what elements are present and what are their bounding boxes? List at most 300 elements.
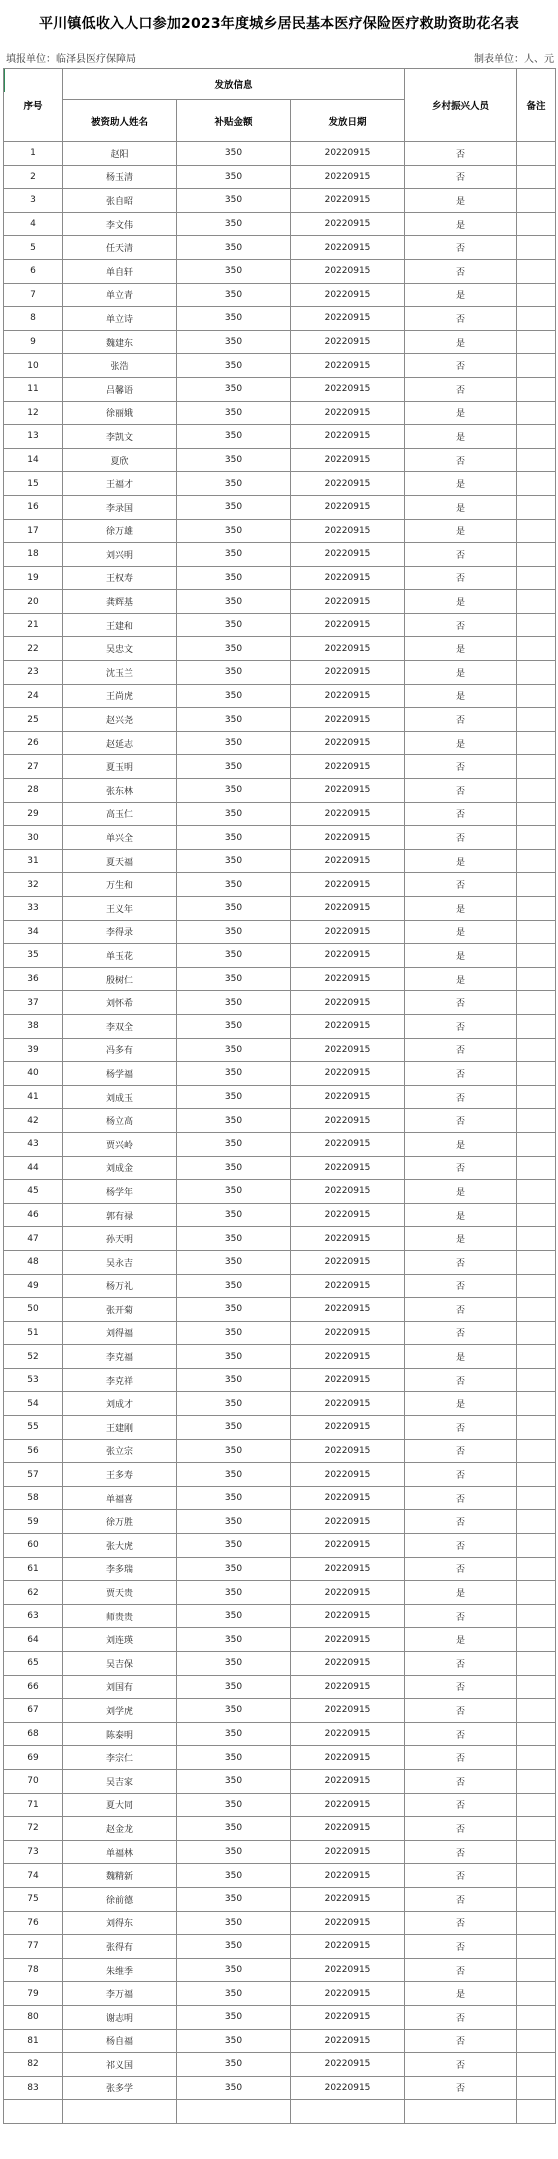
row-date: 20220915: [291, 684, 405, 708]
row-seq: 59: [4, 1510, 63, 1534]
table-row: [4, 944, 556, 968]
row-seq: 49: [4, 1274, 63, 1298]
table-row: [4, 377, 556, 401]
row-date: 20220915: [291, 566, 405, 590]
row-name: 张立宗: [63, 1439, 177, 1463]
reporting-unit: 填报单位：临泽县医疗保障局: [6, 54, 136, 65]
row-date: 20220915: [291, 944, 405, 968]
row-amount: 350: [177, 944, 291, 968]
row-seq: 83: [4, 2076, 63, 2100]
row-seq: 32: [4, 873, 63, 897]
row-date: 20220915: [291, 425, 405, 449]
row-seq: 2: [4, 165, 63, 189]
row-amount: 350: [177, 142, 291, 166]
unit-note: 制表单位：人、元: [474, 54, 554, 65]
row-village: 否: [405, 1510, 517, 1534]
row-date: 20220915: [291, 1958, 405, 1982]
row-seq: 20: [4, 590, 63, 614]
row-remark: [517, 1557, 556, 1581]
table-row: [4, 1887, 556, 1911]
header-group: 发放信息: [63, 69, 405, 100]
row-remark: [517, 495, 556, 519]
row-village: 是: [405, 897, 517, 921]
row-remark: [517, 637, 556, 661]
row-date: 20220915: [291, 1227, 405, 1251]
row-seq: 28: [4, 779, 63, 803]
row-amount: 350: [177, 307, 291, 331]
row-village: 否: [405, 1156, 517, 1180]
row-date: 20220915: [291, 1817, 405, 1841]
row-date: 20220915: [291, 1274, 405, 1298]
row-date: 20220915: [291, 307, 405, 331]
table-row: [4, 1675, 556, 1699]
row-amount: 350: [177, 873, 291, 897]
row-amount: 350: [177, 1935, 291, 1959]
row-village: 否: [405, 1250, 517, 1274]
row-village: 否: [405, 1534, 517, 1558]
row-remark: [517, 1038, 556, 1062]
table-row: [4, 967, 556, 991]
row-remark: [517, 1675, 556, 1699]
row-amount: 350: [177, 991, 291, 1015]
row-village: 是: [405, 944, 517, 968]
row-remark: [517, 543, 556, 567]
table-row: [4, 590, 556, 614]
row-date: 20220915: [291, 1180, 405, 1204]
row-seq: 27: [4, 755, 63, 779]
row-amount: 350: [177, 849, 291, 873]
row-remark: [517, 1534, 556, 1558]
row-remark: [517, 1864, 556, 1888]
row-name: 高玉仁: [63, 802, 177, 826]
row-amount: 350: [177, 661, 291, 685]
row-amount: 350: [177, 1132, 291, 1156]
row-date: 20220915: [291, 661, 405, 685]
row-name: 单福喜: [63, 1486, 177, 1510]
row-seq: 78: [4, 1958, 63, 1982]
row-date: 20220915: [291, 1298, 405, 1322]
row-date: 20220915: [291, 1675, 405, 1699]
row-date: 20220915: [291, 495, 405, 519]
row-seq: 12: [4, 401, 63, 425]
row-remark: [517, 1652, 556, 1676]
row-remark: [517, 2005, 556, 2029]
row-seq: 63: [4, 1604, 63, 1628]
row-date: 20220915: [291, 1887, 405, 1911]
table-row: [4, 661, 556, 685]
table-row: [4, 142, 556, 166]
row-village: 否: [405, 1958, 517, 1982]
row-village: 否: [405, 1864, 517, 1888]
row-amount: 350: [177, 1604, 291, 1628]
table-row: [4, 1345, 556, 1369]
row-name: 陈泰明: [63, 1722, 177, 1746]
row-date: 20220915: [291, 1014, 405, 1038]
row-date: 20220915: [291, 1769, 405, 1793]
row-remark: [517, 613, 556, 637]
row-amount: 350: [177, 472, 291, 496]
row-name: 吴忠文: [63, 637, 177, 661]
row-seq: 80: [4, 2005, 63, 2029]
row-amount: 350: [177, 1392, 291, 1416]
row-seq: 81: [4, 2029, 63, 2053]
row-amount: 350: [177, 1887, 291, 1911]
row-seq: 37: [4, 991, 63, 1015]
table-row: [4, 1652, 556, 1676]
row-amount: 350: [177, 1416, 291, 1440]
row-date: 20220915: [291, 2005, 405, 2029]
table-row: [4, 849, 556, 873]
row-village: 是: [405, 849, 517, 873]
row-name: 吴永吉: [63, 1250, 177, 1274]
table-row: [4, 613, 556, 637]
row-seq: 45: [4, 1180, 63, 1204]
table-row: [4, 1581, 556, 1605]
row-seq: 13: [4, 425, 63, 449]
row-date: 20220915: [291, 1699, 405, 1723]
row-remark: [517, 731, 556, 755]
row-name: 李双全: [63, 1014, 177, 1038]
row-remark: [517, 2076, 556, 2100]
table-row: [4, 1062, 556, 1086]
row-remark: [517, 1156, 556, 1180]
table-row: [4, 212, 556, 236]
row-name: 吴吉家: [63, 1769, 177, 1793]
row-name: 夏玉明: [63, 755, 177, 779]
table-row: [4, 1699, 556, 1723]
row-name: 夏天福: [63, 849, 177, 873]
row-seq: 71: [4, 1793, 63, 1817]
row-date: 20220915: [291, 1038, 405, 1062]
row-remark: [517, 307, 556, 331]
row-date: 20220915: [291, 1345, 405, 1369]
row-name: 孙天明: [63, 1227, 177, 1251]
roster-table: [3, 68, 556, 2124]
row-amount: 350: [177, 1368, 291, 1392]
row-amount: 350: [177, 519, 291, 543]
row-name: 刘得福: [63, 1321, 177, 1345]
row-name: 贾兴岭: [63, 1132, 177, 1156]
table-row: [4, 1109, 556, 1133]
row-date: 20220915: [291, 330, 405, 354]
row-name: 李宗仁: [63, 1746, 177, 1770]
row-name: 张自昭: [63, 189, 177, 213]
row-seq: 34: [4, 920, 63, 944]
row-seq: 52: [4, 1345, 63, 1369]
row-seq: 58: [4, 1486, 63, 1510]
row-name: 徐前德: [63, 1887, 177, 1911]
row-village: 否: [405, 1085, 517, 1109]
row-seq: 46: [4, 1203, 63, 1227]
row-seq: 62: [4, 1581, 63, 1605]
row-village: 是: [405, 590, 517, 614]
table-row: [4, 708, 556, 732]
row-date: 20220915: [291, 731, 405, 755]
row-remark: [517, 1746, 556, 1770]
row-seq: 41: [4, 1085, 63, 1109]
row-remark: [517, 708, 556, 732]
table-row: [4, 1392, 556, 1416]
row-name: 赵延志: [63, 731, 177, 755]
row-amount: 350: [177, 2029, 291, 2053]
row-seq: 66: [4, 1675, 63, 1699]
row-village: 否: [405, 448, 517, 472]
row-amount: 350: [177, 1510, 291, 1534]
row-village: 否: [405, 142, 517, 166]
row-name: 单自轩: [63, 259, 177, 283]
row-amount: 350: [177, 566, 291, 590]
row-amount: 350: [177, 967, 291, 991]
row-amount: 350: [177, 354, 291, 378]
row-village: 是: [405, 519, 517, 543]
row-remark: [517, 779, 556, 803]
row-date: 20220915: [291, 1982, 405, 2006]
row-seq: 47: [4, 1227, 63, 1251]
table-row: [4, 779, 556, 803]
row-amount: 350: [177, 1534, 291, 1558]
row-remark: [517, 1604, 556, 1628]
row-amount: 350: [177, 1699, 291, 1723]
row-seq: 9: [4, 330, 63, 354]
row-amount: 350: [177, 165, 291, 189]
row-name: 李多瑞: [63, 1557, 177, 1581]
row-date: 20220915: [291, 1864, 405, 1888]
table-row: [4, 755, 556, 779]
empty-cell: [177, 2100, 291, 2124]
row-date: 20220915: [291, 259, 405, 283]
table-row: [4, 897, 556, 921]
table-row: [4, 991, 556, 1015]
row-village: 否: [405, 1463, 517, 1487]
row-village: 否: [405, 259, 517, 283]
table-row: [4, 1722, 556, 1746]
row-village: 否: [405, 1038, 517, 1062]
row-amount: 350: [177, 1250, 291, 1274]
row-name: 徐万胜: [63, 1510, 177, 1534]
row-name: 吴吉保: [63, 1652, 177, 1676]
row-village: 否: [405, 1557, 517, 1581]
row-remark: [517, 259, 556, 283]
row-village: 否: [405, 377, 517, 401]
header-date: 发放日期: [291, 100, 405, 142]
row-date: 20220915: [291, 519, 405, 543]
row-village: 否: [405, 1416, 517, 1440]
row-amount: 350: [177, 2076, 291, 2100]
row-amount: 350: [177, 1793, 291, 1817]
row-seq: 15: [4, 472, 63, 496]
row-remark: [517, 1250, 556, 1274]
row-remark: [517, 236, 556, 260]
table-row: [4, 1250, 556, 1274]
row-date: 20220915: [291, 1557, 405, 1581]
row-amount: 350: [177, 1203, 291, 1227]
table-row: [4, 1840, 556, 1864]
row-seq: 51: [4, 1321, 63, 1345]
row-remark: [517, 1345, 556, 1369]
row-name: 王义年: [63, 897, 177, 921]
row-remark: [517, 1062, 556, 1086]
row-remark: [517, 566, 556, 590]
row-village: 否: [405, 755, 517, 779]
table-row: [4, 1817, 556, 1841]
row-village: 否: [405, 1840, 517, 1864]
row-remark: [517, 330, 556, 354]
row-seq: 18: [4, 543, 63, 567]
row-date: 20220915: [291, 1156, 405, 1180]
row-remark: [517, 991, 556, 1015]
row-amount: 350: [177, 259, 291, 283]
table-row: [4, 401, 556, 425]
row-date: 20220915: [291, 1793, 405, 1817]
row-seq: 67: [4, 1699, 63, 1723]
row-seq: 54: [4, 1392, 63, 1416]
row-date: 20220915: [291, 637, 405, 661]
row-seq: 5: [4, 236, 63, 260]
table-row: [4, 1439, 556, 1463]
row-date: 20220915: [291, 1840, 405, 1864]
row-amount: 350: [177, 1769, 291, 1793]
row-remark: [517, 1982, 556, 2006]
row-remark: [517, 2029, 556, 2053]
row-remark: [517, 1581, 556, 1605]
row-remark: [517, 448, 556, 472]
row-remark: [517, 1840, 556, 1864]
row-seq: 61: [4, 1557, 63, 1581]
row-amount: 350: [177, 590, 291, 614]
row-date: 20220915: [291, 1250, 405, 1274]
row-village: 是: [405, 1581, 517, 1605]
table-row: [4, 1628, 556, 1652]
row-seq: 16: [4, 495, 63, 519]
row-remark: [517, 1014, 556, 1038]
row-amount: 350: [177, 1840, 291, 1864]
row-village: 是: [405, 920, 517, 944]
row-remark: [517, 1463, 556, 1487]
row-date: 20220915: [291, 142, 405, 166]
table-row: [4, 1982, 556, 2006]
row-seq: 79: [4, 1982, 63, 2006]
row-date: 20220915: [291, 401, 405, 425]
row-amount: 350: [177, 1652, 291, 1676]
row-name: 李克祥: [63, 1368, 177, 1392]
row-amount: 350: [177, 1911, 291, 1935]
table-row: [4, 236, 556, 260]
row-seq: 24: [4, 684, 63, 708]
row-date: 20220915: [291, 2029, 405, 2053]
row-amount: 350: [177, 1722, 291, 1746]
row-village: 否: [405, 779, 517, 803]
row-remark: [517, 1793, 556, 1817]
row-date: 20220915: [291, 1109, 405, 1133]
row-amount: 350: [177, 1439, 291, 1463]
row-remark: [517, 1132, 556, 1156]
row-name: 师贵贵: [63, 1604, 177, 1628]
table-row: [4, 2005, 556, 2029]
row-seq: 60: [4, 1534, 63, 1558]
row-amount: 350: [177, 1345, 291, 1369]
table-row: [4, 2029, 556, 2053]
row-seq: 21: [4, 613, 63, 637]
row-date: 20220915: [291, 1368, 405, 1392]
table-row: [4, 1203, 556, 1227]
row-seq: 19: [4, 566, 63, 590]
row-village: 否: [405, 2053, 517, 2077]
row-remark: [517, 684, 556, 708]
row-name: 李凯文: [63, 425, 177, 449]
row-seq: 73: [4, 1840, 63, 1864]
row-amount: 350: [177, 779, 291, 803]
table-row: [4, 1274, 556, 1298]
row-name: 赵金龙: [63, 1817, 177, 1841]
table-row: [4, 1958, 556, 1982]
row-date: 20220915: [291, 1935, 405, 1959]
row-remark: [517, 1109, 556, 1133]
row-remark: [517, 1510, 556, 1534]
row-date: 20220915: [291, 613, 405, 637]
row-village: 是: [405, 189, 517, 213]
row-date: 20220915: [291, 1746, 405, 1770]
row-village: 否: [405, 354, 517, 378]
row-remark: [517, 1722, 556, 1746]
row-name: 李克福: [63, 1345, 177, 1369]
row-remark: [517, 212, 556, 236]
row-name: 任天清: [63, 236, 177, 260]
table-row: [4, 1864, 556, 1888]
row-seq: 43: [4, 1132, 63, 1156]
row-seq: 4: [4, 212, 63, 236]
row-name: 刘学虎: [63, 1699, 177, 1723]
row-date: 20220915: [291, 1062, 405, 1086]
row-remark: [517, 1392, 556, 1416]
row-amount: 350: [177, 2005, 291, 2029]
row-village: 是: [405, 1392, 517, 1416]
table-row: [4, 1534, 556, 1558]
row-village: 是: [405, 1982, 517, 2006]
row-village: 否: [405, 2029, 517, 2053]
row-village: 否: [405, 1486, 517, 1510]
table-row: [4, 495, 556, 519]
row-remark: [517, 1628, 556, 1652]
row-seq: 42: [4, 1109, 63, 1133]
table-row: [4, 1793, 556, 1817]
row-date: 20220915: [291, 826, 405, 850]
row-seq: 11: [4, 377, 63, 401]
row-name: 万生和: [63, 873, 177, 897]
row-date: 20220915: [291, 755, 405, 779]
row-name: 杨学年: [63, 1180, 177, 1204]
row-village: 否: [405, 1911, 517, 1935]
table-row: [4, 354, 556, 378]
row-village: 是: [405, 425, 517, 449]
row-village: 是: [405, 495, 517, 519]
row-seq: 29: [4, 802, 63, 826]
row-remark: [517, 472, 556, 496]
row-name: 刘国有: [63, 1675, 177, 1699]
row-date: 20220915: [291, 377, 405, 401]
row-remark: [517, 1321, 556, 1345]
row-name: 谢志明: [63, 2005, 177, 2029]
row-amount: 350: [177, 1817, 291, 1841]
row-village: 否: [405, 566, 517, 590]
table-row: [4, 920, 556, 944]
row-village: 否: [405, 2005, 517, 2029]
row-amount: 350: [177, 1085, 291, 1109]
row-village: 否: [405, 1298, 517, 1322]
row-seq: 39: [4, 1038, 63, 1062]
row-seq: 1: [4, 142, 63, 166]
table-row: [4, 1298, 556, 1322]
row-village: 否: [405, 1699, 517, 1723]
